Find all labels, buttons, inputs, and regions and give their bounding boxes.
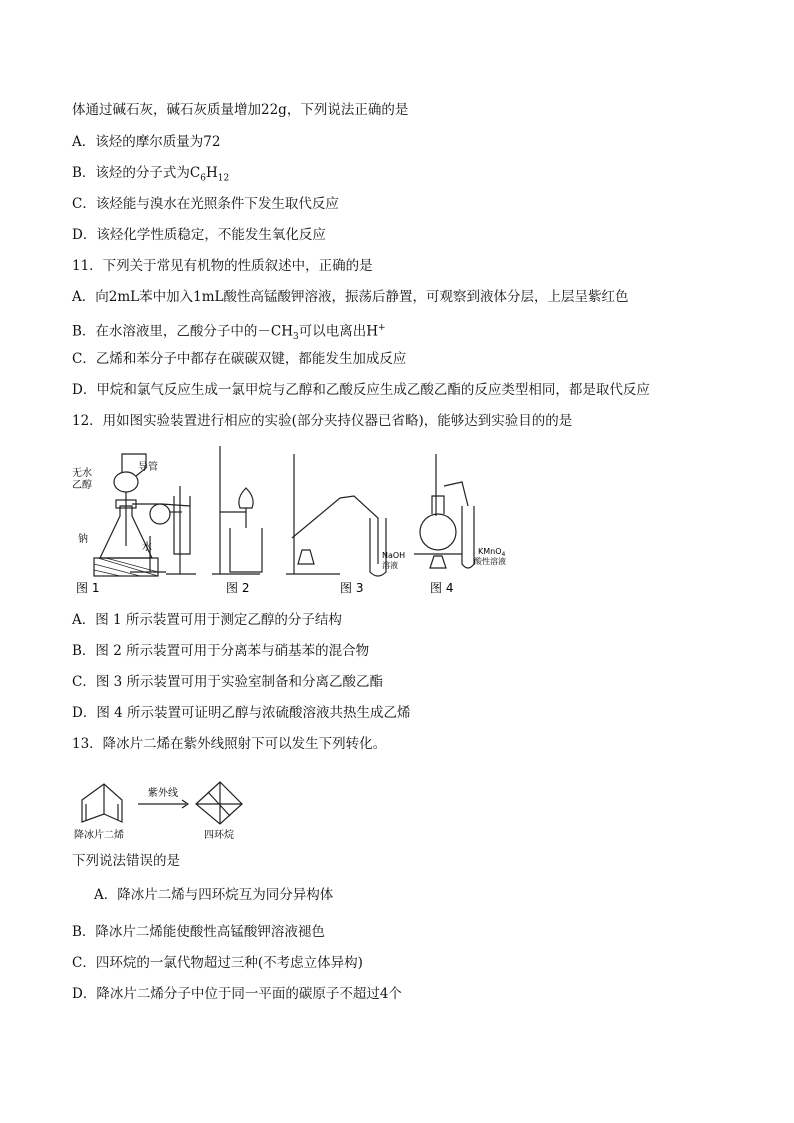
- norbornadiene-ring: [82, 784, 122, 822]
- fig3-label-naoh: NaOH: [382, 551, 406, 560]
- q11-option-b-sub: 3: [293, 332, 299, 343]
- lab-apparatus-figure: [70, 446, 520, 598]
- fig1-label-sodium: 钠: [78, 534, 88, 545]
- q10-option-b-sub2: 12: [217, 173, 230, 184]
- fig4-label-acidic: 酸性溶液: [474, 557, 506, 566]
- q11-stem: 11．下列关于常见有机物的性质叙述中，正确的是: [72, 258, 373, 274]
- norbornadiene-label: 降冰片二烯: [74, 830, 124, 841]
- fig3-burner: [298, 550, 314, 564]
- fig1-caption: 图 1: [76, 581, 100, 595]
- fig2b-stand: [212, 446, 260, 574]
- fig2-stand: [166, 486, 196, 574]
- fig4-burner: [430, 556, 446, 568]
- q12-stem: 12．用如图实验装置进行相应的实验(部分夹持仪器已省略)，能够达到实验目的的是: [72, 413, 573, 429]
- fig4-neck: [432, 496, 444, 514]
- fig3-delivery: [340, 496, 378, 564]
- q11-option-b-sup: +: [378, 323, 386, 333]
- quadricyclane-ring: [196, 782, 242, 824]
- q13-option-c: C．四环烷的一氯代物超过三种(不考虑立体异构): [72, 955, 363, 971]
- q10-option-b-text: B．该烃的分子式为C: [72, 165, 201, 181]
- q10-option-c: C．该烃能与溴水在光照条件下发生取代反应: [72, 196, 339, 212]
- q10-stem-tail: 体通过碱石灰，碱石灰质量增加22g，下列说法正确的是: [72, 102, 409, 118]
- q10-option-d: D．该烃化学性质稳定，不能发生氧化反应: [72, 227, 326, 243]
- q10-option-b-h: H: [205, 165, 218, 181]
- q12-option-c: C．图 3 所示装置可用于实验室制备和分离乙酸乙酯: [72, 674, 384, 690]
- fig4-test-tube: [462, 506, 474, 568]
- fig4-flask: [420, 514, 456, 550]
- fig4-delivery: [444, 482, 468, 506]
- fig2-caption: 图 2: [226, 581, 250, 595]
- fig3-stand: [286, 454, 340, 574]
- fig1-label-anhydrous: 无水: [72, 468, 92, 479]
- fig3-label-solution: 溶液: [382, 561, 398, 570]
- q12-option-d: D．图 4 所示装置可证明乙醇与浓硫酸溶液共热生成乙烯: [72, 705, 411, 721]
- q13-option-b: B．降冰片二烯能使酸性高锰酸钾溶液褪色: [72, 924, 325, 940]
- q11-option-b-text: B．在水溶液里，乙酸分子中的－CH: [72, 323, 294, 340]
- reaction-arrow-label: 紫外线: [148, 788, 178, 799]
- q12-option-b: B．图 2 所示装置可用于分离苯与硝基苯的混合物: [72, 643, 370, 659]
- quadricyclane-bonds: [196, 782, 242, 824]
- fig1-label-tube: 导管: [138, 462, 158, 473]
- q13-option-d: D．降冰片二烯分子中位于同一平面的碳原子不超过4个: [72, 986, 402, 1002]
- q13-option-a: A．降冰片二烯与四环烷互为同分异构体: [94, 887, 334, 903]
- q10-option-a: A．该烃的摩尔质量为72: [72, 134, 221, 150]
- q11-option-c: C．乙烯和苯分子中都存在碳碳双键，都能发生加成反应: [72, 351, 407, 367]
- fig1-hatch: [94, 558, 158, 576]
- fig2-label-water: 水: [142, 542, 152, 553]
- fig4-label-kmno4-text: KMnO: [478, 547, 502, 556]
- fig2b-funnel: [239, 488, 253, 508]
- fig3-caption: 图 3: [340, 581, 364, 595]
- q13-stem: 13．降冰片二烯在紫外线照射下可以发生下列转化。: [72, 736, 387, 752]
- q11-option-b-mid: 可以电离出H: [298, 323, 379, 340]
- fig1-label-ethanol: 乙醇: [72, 480, 92, 491]
- fig4-label-kmno4-sub: 4: [501, 551, 506, 558]
- q12-option-a: A．图 1 所示装置可用于测定乙醇的分子结构: [72, 612, 342, 628]
- quadricyclane-label: 四环烷: [204, 830, 234, 841]
- fig2b-beaker: [230, 528, 262, 572]
- q13-sub-stem: 下列说法错误的是: [72, 853, 180, 869]
- q10-option-b: [72, 164, 229, 188]
- q11-option-b: [72, 319, 386, 346]
- q10-option-b-sub1: 6: [200, 173, 206, 184]
- fig2-bulb: [150, 504, 170, 524]
- norbornadiene-reaction-figure: [70, 770, 270, 844]
- q11-option-a: A．向2mL苯中加入1mL酸性高锰酸钾溶液，振荡后静置，可观察到液体分层，上层呈紫红色: [72, 289, 629, 305]
- fig4-caption: 图 4: [430, 581, 454, 595]
- fig1-funnel-bulb: [114, 472, 138, 492]
- q11-option-d: D．甲烷和氯气反应生成一氯甲烷与乙醇和乙酸反应生成乙酸乙酯的反应类型相同，都是取代反应: [72, 382, 650, 398]
- fig3-tube: [292, 498, 340, 538]
